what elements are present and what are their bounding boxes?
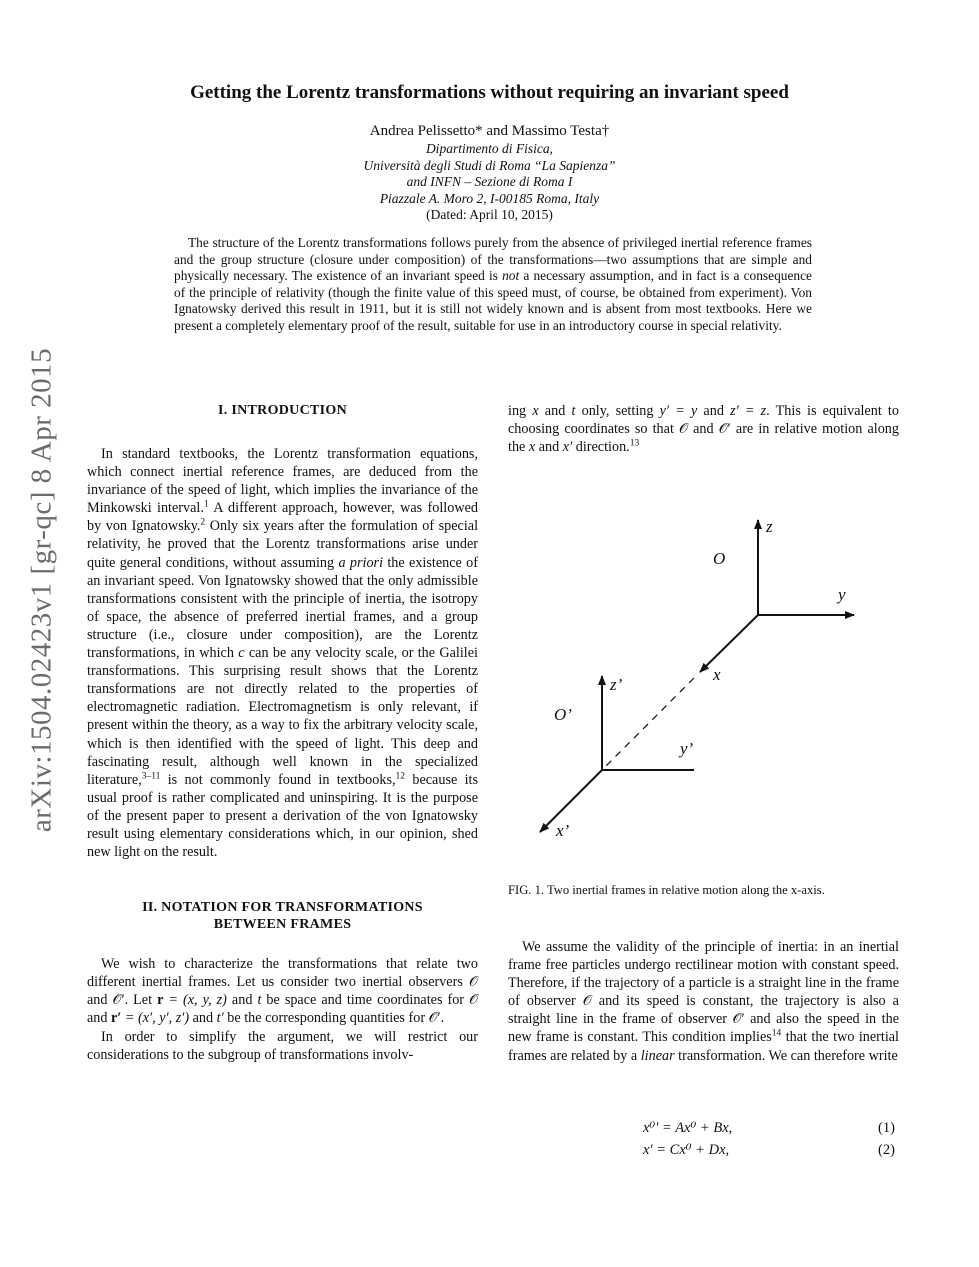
xp-axis-arrow bbox=[540, 770, 602, 832]
paragraph: In standard textbooks, the Lorentz transformation equations, which connect inertial reference frames, are deduced from the invariance of the speed of light, which implies the invariance of the Minkowski interval.$^1$ A different approach, however, was followed by von Ignatowsky.$^2$ Only six years after the formulation of special relativity, he proved that the Lorentz transformations arise under quite general conditions, without assuming a priori the existence of an invariant speed. Von Ignatowsky showed that the only admissible transformations consistent with the principle of inertia, the isotropy of space, the absence of preferred inertial frames, and a group structure (i.e., closure under composition), are the Lorentz transformations, in which c can be any velocity scale, or the Galilei transformations. This surprising result shows that the Lorentz transformations are not directly related to the properties of electromagnetic radiation. Electromagnetism is only relevant, if present within the theory, as a way to fix the arbitrary velocity scale, which is then identified with the speed of light. This deep and fascinating result, although well known in the specialized literature,$^{3-11}$ is not commonly found in textbooks,$^{12}$ because its usual proof is rather complicated and uninspiring. It is the purpose of the present paper to present a derivation of the von Ignatowsky result using elementary considerations which, in our opinion, shed new light on the result. bbox=[87, 446, 479, 861]
paper-title: Getting the Lorentz transformations without requiring an invariant speed bbox=[190, 82, 789, 103]
label-x: x bbox=[713, 665, 721, 684]
paragraph: We assume the validity of the principle of inertia: in an inertial frame free particles undergo rectilinear motion with constant speed. Therefore, if the trajectory of a particle is a straight line in the frame of observer 𝒪 and its speed is constant, the trajectory is also a straight line in the frame of observer 𝒪′ and also the speed in the new frame is constant. This condition implies$^{14}$ that the two inertial frames are related by a linear transformation. We can therefore write bbox=[508, 939, 899, 1064]
arxiv-sidebar bbox=[22, 320, 62, 860]
figure-inertial-frames bbox=[508, 500, 908, 850]
left-column bbox=[87, 402, 478, 1064]
abstract bbox=[174, 235, 812, 335]
equation-1: x⁰′ = Ax⁰ + Bx, bbox=[643, 1120, 733, 1136]
abstract-emphasis: not bbox=[502, 268, 520, 284]
citation[interactable]: 1 bbox=[203, 499, 209, 510]
section-heading: II. NOTATION FOR TRANSFORMATIONS BETWEEN FRAMES bbox=[142, 900, 423, 933]
citation[interactable]: 14 bbox=[771, 1028, 782, 1039]
abstract-text: a necessary assumption, and in fact is a consequence of the principle of relativity (though the finite value of this speed must, of course, be obtained from experiment). Von Ignatowsky derived this result in 1911, but it is still not widely known and is absent from most textbooks. Here we present a completely elementary proof of the result, suitable for use in an introductory course in special relativity. bbox=[174, 268, 812, 333]
equation-number: (2) bbox=[878, 1142, 895, 1158]
section-heading: I. INTRODUCTION bbox=[218, 403, 347, 418]
date-line: (Dated: April 10, 2015) bbox=[426, 207, 553, 222]
right-column-body bbox=[508, 938, 899, 1065]
figure-caption: FIG. 1. Two inertial frames in relative motion along the x-axis. bbox=[508, 883, 825, 897]
equation-2: x′ = Cx⁰ + Dx, bbox=[643, 1142, 730, 1158]
paragraph: ing x and t only, setting y′ = y and z′ = z. This is equivalent to choosing coordinates so that 𝒪 and 𝒪′ are in relative motion along the x and x′ direction.$^{13}$ bbox=[508, 403, 899, 456]
affiliation-line: and INFN – Sezione di Roma I bbox=[406, 174, 573, 189]
citation[interactable]: 3–11 bbox=[141, 770, 161, 781]
equation-number: (1) bbox=[878, 1120, 895, 1136]
affiliation-line: Dipartimento di Fisica, bbox=[425, 141, 554, 156]
author-list: Andrea Pelissetto* and Massimo Testa† bbox=[369, 123, 610, 139]
label-O-prime: O’ bbox=[554, 705, 572, 724]
label-y-prime: y’ bbox=[680, 739, 694, 758]
label-x-prime: x’ bbox=[556, 821, 570, 840]
paragraph: In order to simplify the argument, we will restrict our considerations to the subgroup of transformations involv- bbox=[87, 1028, 478, 1063]
abstract-text: The structure of the Lorentz transformations follows purely from the absence of privileged inertial reference frames and the group structure (closure under composition) of the transformations—two assumptions that are simple and physically necessary. The existence of an invariant speed is bbox=[174, 235, 812, 284]
paragraph: We wish to characterize the transformations that relate two different inertial frames. Let us consider two inertial observers 𝒪 and 𝒪′. Let r = (x, y, z) and t be space and time coordinates for 𝒪 and r′ = (x′, y′, z′) and t′ be the corresponding quantities for 𝒪′. bbox=[87, 956, 479, 1027]
label-z-prime: z’ bbox=[610, 675, 623, 694]
citation[interactable]: 2 bbox=[200, 517, 206, 528]
citation[interactable]: 12 bbox=[395, 770, 406, 781]
affiliation-line: Università degli Studi di Roma “La Sapienza” bbox=[363, 157, 616, 173]
right-column bbox=[508, 402, 899, 456]
x-axis-arrow bbox=[700, 615, 758, 672]
label-O: O bbox=[713, 549, 726, 568]
label-z: z bbox=[766, 517, 773, 536]
affiliation-block bbox=[0, 141, 979, 224]
arxiv-identifier: arXiv:1504.02423v1 [gr-qc] 8 Apr 2015 bbox=[25, 347, 58, 833]
affiliation-line: Piazzale A. Moro 2, I-00185 Roma, Italy bbox=[379, 190, 600, 206]
label-y: y bbox=[838, 585, 846, 604]
citation[interactable]: 13 bbox=[629, 438, 640, 449]
